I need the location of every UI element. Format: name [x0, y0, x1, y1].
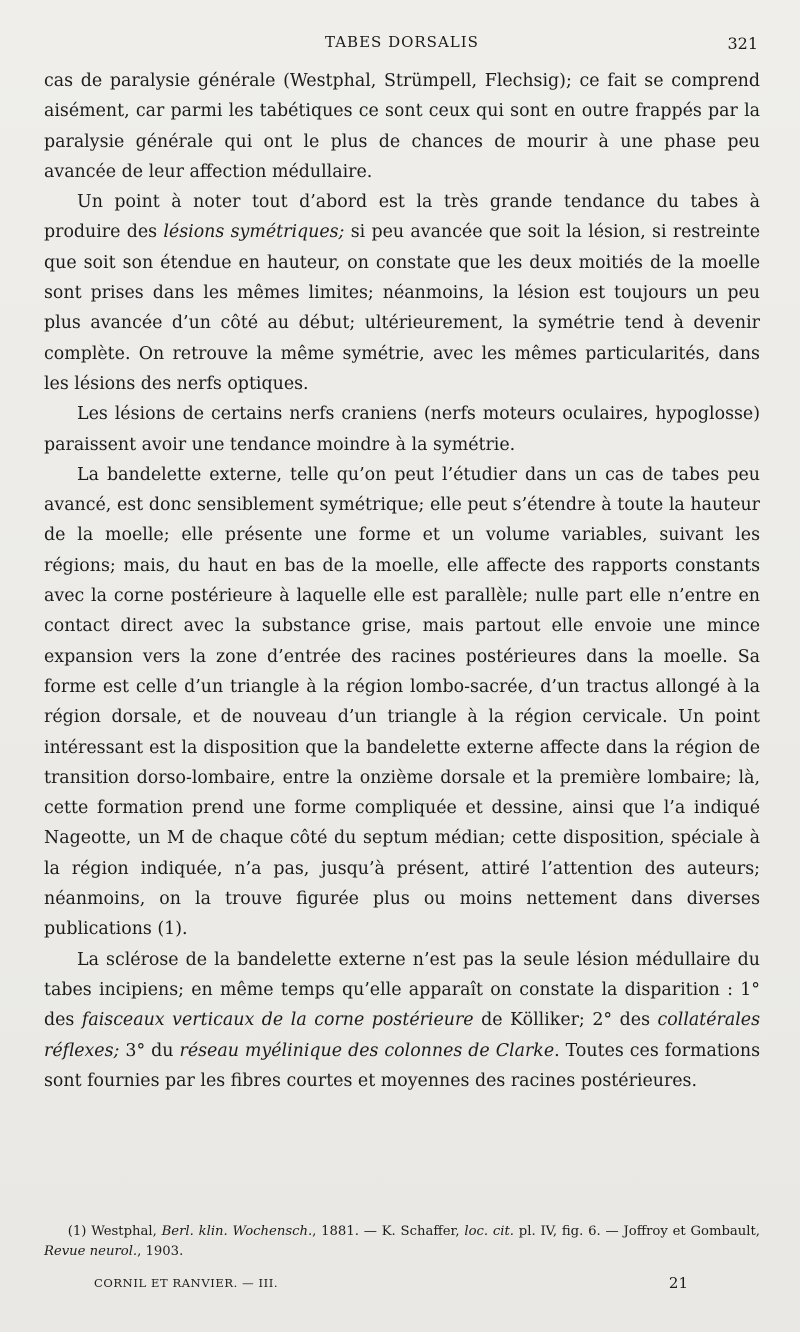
- text-run: de Kölliker; 2° des: [473, 1010, 658, 1031]
- running-title: TABES DORSALIS: [325, 33, 479, 51]
- signature-number: 21: [668, 1274, 688, 1292]
- text-run: (1) Westphal,: [67, 1224, 162, 1239]
- paragraph: [44, 399, 760, 460]
- text-run: La sclérose de la bandelette externe n’est pas la seule lésion médullaire du tabes incipiens; en même temps qu’elle apparaît on constate la disparition : 1° des: [44, 949, 760, 1031]
- italic-text: loc. cit.: [464, 1224, 514, 1239]
- page-number: 321: [727, 34, 758, 53]
- italic-text: collatérales réflexes;: [44, 1010, 760, 1061]
- text-run: La bandelette externe, telle qu’on peut l’étudier dans un cas de tabes peu avancé, est donc sensiblement symétrique; elle peut s’étendre à toute la hauteur de la moelle; elle présente une forme et un volume variables, suivant les régions; mais, du haut en bas de la moelle, elle affecte des rapports constants avec la corne postérieure à laquelle elle est parallèle; nulle part elle n’entre en contact direct avec la substance grise, mais partout elle envoie une mince expansion vers la zone d’entrée des racines postérieures dans la moelle. Sa forme est celle d’un triangle à la région lombo-sacrée, d’un tractus allongé à la région dorsale, et de nouveau d’un triangle à la région cervicale. Un point intéressant est la disposition que la bandelette externe affecte dans la région de transition dorso-lombaire, entre la onzième dorsale et la première lombaire; là, cette formation prend une forme compliquée et dessine, ainsi que l’a indiqué Nageotte, un M de chaque côté du septum médian; cette disposition, spéciale à la région indiquée, n’a pas, jusqu’à présent, attiré l’attention des auteurs; néanmoins, on la trouve figurée plus ou moins nettement dans diverses publications (1).: [44, 464, 760, 940]
- paragraph: [44, 66, 760, 187]
- paragraph: [44, 945, 760, 1096]
- paragraph: [44, 187, 760, 399]
- italic-text: lésions symétriques;: [163, 222, 345, 243]
- text-run: 3° du: [119, 1040, 180, 1061]
- printer-signature: CORNIL ET RANVIER. — III.: [94, 1276, 279, 1290]
- text-run: , 1903.: [137, 1244, 184, 1259]
- running-head: [44, 30, 760, 54]
- text-run: pl. IV, fig. 6. — Joffroy et Gombault,: [514, 1224, 760, 1239]
- text-run: Un point à noter tout d’abord est la très grande tendance du tabes à produire des: [44, 192, 760, 243]
- text-run: , 1881. — K. Schaffer,: [312, 1224, 465, 1239]
- text-run: cas de paralysie générale (Westphal, Strümpell, Flechsig); ce fait se comprend aisément, car parmi les tabétiques ce sont ceux qui sont en outre frappés par la paralysie générale qui ont le plus de chances de mourir à une phase peu avancée de leur affection médullaire.: [44, 71, 760, 182]
- body-text: [44, 66, 760, 1096]
- paragraph: [44, 460, 760, 945]
- italic-text: Revue neurol.: [44, 1244, 138, 1259]
- signature-line: [44, 1272, 760, 1294]
- italic-text: faisceaux verticaux de la corne postérieure: [81, 1010, 474, 1031]
- footnote: [44, 1222, 760, 1262]
- text-run: Les lésions de certains nerfs craniens (nerfs moteurs oculaires, hypoglosse) paraissent avoir une tendance moindre à la symétrie.: [44, 404, 760, 455]
- footnotes: [44, 1222, 760, 1262]
- text-run: . Toutes ces formations sont fournies par les fibres courtes et moyennes des racines postérieures.: [44, 1040, 760, 1091]
- italic-text: Berl. klin. Wochensch.: [161, 1224, 313, 1239]
- text-run: si peu avancée que soit la lésion, si restreinte que soit son étendue en hauteur, on constate que les deux moitiés de la moelle sont prises dans les mêmes limites; néanmoins, la lésion est toujours un peu plus avancée d’un côté au début; ultérieurement, la symétrie tend à devenir complète. On retrouve la même symétrie, avec les mêmes particularités, dans les lésions des nerfs optiques.: [44, 222, 760, 394]
- italic-text: réseau myélinique des colonnes de Clarke: [179, 1040, 555, 1061]
